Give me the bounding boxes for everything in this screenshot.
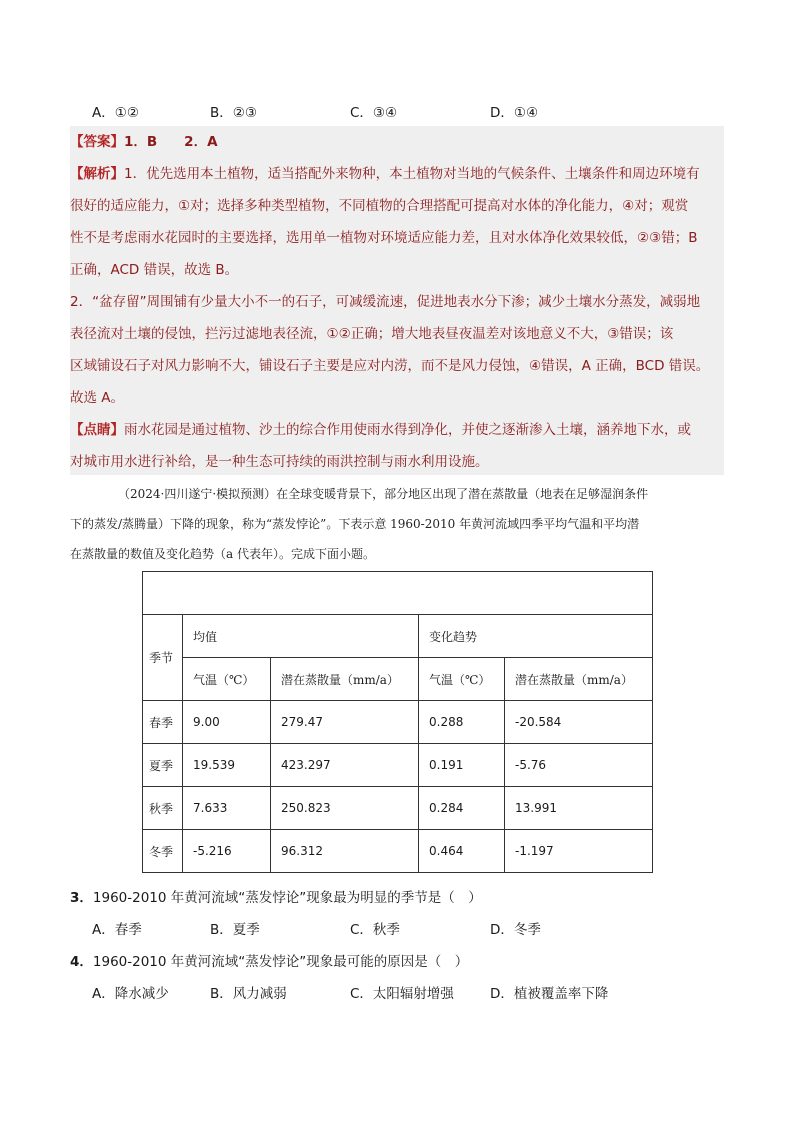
q4-option-d: D．植被覆盖率下降 [490, 986, 609, 1002]
table-cell-season: 春季 [143, 701, 183, 744]
prev-option-a: A．①② [92, 105, 139, 121]
table-cell-season: 秋季 [143, 787, 183, 830]
answer-line [70, 131, 730, 153]
question-4-options [92, 982, 732, 1004]
points-line-1 [70, 419, 730, 441]
table-cell-e-mean: 279.47 [271, 701, 419, 744]
question-3-text: 1960-2010 年黄河流域“蒸发悖论”现象最为明显的季节是（ ） [92, 890, 482, 906]
table-header-season: 季节 [143, 615, 183, 701]
data-table [142, 571, 653, 873]
table-subheader-evap-mean: 潜在蒸散量（mm/a） [271, 658, 419, 701]
question-3 [70, 886, 482, 906]
table-cell-e-trend: 13.991 [505, 787, 653, 830]
table-cell-e-mean: 423.297 [271, 744, 419, 787]
table-cell-e-trend: -1.197 [505, 830, 653, 873]
q3-option-b: B．夏季 [210, 922, 260, 938]
table-cell-t-trend: 0.288 [419, 701, 505, 744]
table-header-row [143, 615, 653, 658]
q4-option-c: C．太阳辐射增强 [350, 986, 454, 1002]
table-cell-e-trend: -5.76 [505, 744, 653, 787]
q4-option-b: B．风力减弱 [210, 986, 287, 1002]
analysis-line-1 [70, 163, 730, 185]
table-header-mean: 均值 [183, 615, 419, 658]
table-subheader-row [143, 658, 653, 701]
analysis-text: 1．优先选用本土植物，适当搭配外来物种，本土植物对当地的气候条件、土壤条件和周边环境有 [124, 166, 700, 182]
table-cell-season: 夏季 [143, 744, 183, 787]
table-cell-e-trend: -20.584 [505, 701, 653, 744]
analysis-line-2: 很好的适应能力，①对；选择多种类型植物，不同植物的合理搭配可提高对水体的净化能力，④对；观赏 [70, 198, 689, 214]
question-3-options [92, 918, 732, 940]
table-row [143, 744, 653, 787]
table-cell-t-mean: 19.539 [183, 744, 271, 787]
q3-option-a: A．春季 [92, 922, 142, 938]
prev-option-d: D．①④ [490, 105, 539, 121]
table-subheader-evap-trend: 潜在蒸散量（mm/a） [505, 658, 653, 701]
question-4-number: 4． [70, 954, 93, 970]
table-cell-t-mean: -5.216 [183, 830, 271, 873]
question-4-text: 1960-2010 年黄河流域“蒸发悖论”现象最可能的原因是（ ） [92, 954, 469, 970]
intro-line-1: （2024·四川遂宁·模拟预测）在全球变暖背景下，部分地区出现了潜在蒸散量（地表在足够湿润条件 [118, 487, 649, 501]
table-cell-t-trend: 0.464 [419, 830, 505, 873]
intro-line-2: 下的蒸发/蒸腾量）下降的现象，称为“蒸发悖论”。下表示意 1960-2010 年黄河流域四季平均气温和平均潜 [70, 517, 640, 531]
points-tag: 【点睛】 [70, 422, 124, 438]
question-3-number: 3． [70, 890, 93, 906]
table-cell-t-mean: 9.00 [183, 701, 271, 744]
question-4 [70, 950, 468, 970]
analysis-line-6: 表径流对土壤的侵蚀，拦污过滤地表径流，①②正确；增大地表昼夜温差对该地意义不大，③错误；该 [70, 326, 674, 342]
answer-text: 1．B 2．A [124, 134, 218, 150]
table-subheader-temp-mean: 气温（℃） [183, 658, 271, 701]
table-cell-e-mean: 96.312 [271, 830, 419, 873]
prev-option-c: C．③④ [350, 105, 398, 121]
table-cell-t-mean: 7.633 [183, 787, 271, 830]
table-subheader-temp-trend: 气温（℃） [419, 658, 505, 701]
table-cell-e-mean: 250.823 [271, 787, 419, 830]
table-cell-season: 冬季 [143, 830, 183, 873]
analysis-line-8: 故选 A。 [70, 390, 125, 406]
q3-option-c: C．秋季 [350, 922, 400, 938]
q3-option-d: D．冬季 [490, 922, 541, 938]
analysis-line-3: 性不是考虑雨水花园时的主要选择，选用单一植物对环境适应能力差，且对水体净化效果较低，②③错；B [70, 230, 698, 246]
intro-line-3: 在蒸散量的数值及变化趋势（a 代表年）。完成下面小题。 [70, 547, 375, 561]
q4-option-a: A．降水减少 [92, 986, 169, 1002]
points-text: 雨水花园是通过植物、沙土的综合作用使雨水得到净化，并使之逐渐渗入土壤，涵养地下水，或 [124, 422, 691, 438]
table-cell-t-trend: 0.191 [419, 744, 505, 787]
prev-option-b: B．②③ [210, 105, 257, 121]
table-cell-t-trend: 0.284 [419, 787, 505, 830]
analysis-line-4: 正确，ACD 错误，故选 B。 [70, 262, 239, 278]
prev-options-row [92, 101, 732, 123]
analysis-tag: 【解析】 [70, 166, 124, 182]
analysis-line-7: 区域铺设石子对风力影响不大，铺设石子主要是应对内涝，而不是风力侵蚀，④错误，A 正确，BCD 错误。 [70, 358, 710, 374]
table-row [143, 701, 653, 744]
table-row [143, 787, 653, 830]
points-line-2: 对城市用水进行补给，是一种生态可持续的雨洪控制与雨水利用设施。 [70, 454, 489, 470]
table-header-trend: 变化趋势 [419, 615, 653, 658]
table-blank-cell [143, 572, 653, 615]
answer-tag: 【答案】 [70, 134, 124, 150]
table-row [143, 830, 653, 873]
table-blank-row [143, 572, 653, 615]
analysis-line-5: 2．“盆存留”周围铺有少量大小不一的石子，可减缓流速，促进地表水分下渗；减少土壤水分蒸发，减弱地 [70, 294, 701, 310]
